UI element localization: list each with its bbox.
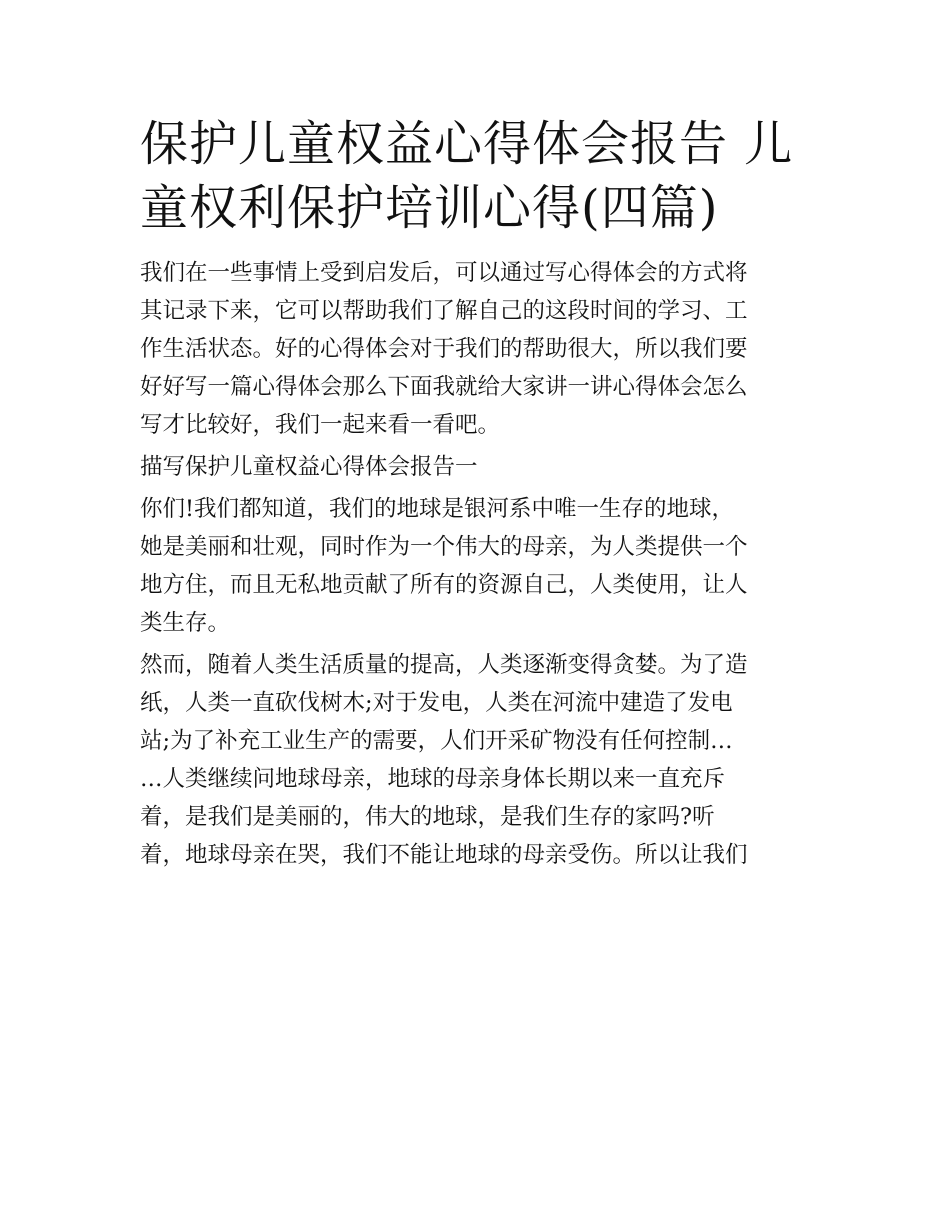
section-heading-text: 描写保护儿童权益心得体会报告一 [140, 454, 478, 480]
document-title [140, 112, 812, 240]
intro-line-4: 好好写一篇心得体会那么下面我就给大家讲一讲心得体会怎么 [140, 374, 748, 400]
paragraph-2-line-4: …人类继续问地球母亲，地球的母亲身体长期以来一直充斥 [140, 766, 726, 792]
paragraph-2-line-6: 着，地球母亲在哭，我们不能让地球的母亲受伤。所以让我们 [140, 842, 748, 868]
paragraph-2-line-1: 然而，随着人类生活质量的提高，人类逐渐变得贪婪。为了造 [140, 652, 748, 678]
intro-paragraph [140, 254, 812, 444]
intro-line-2: 其记录下来，它可以帮助我们了解自己的这段时间的学习、工 [140, 298, 748, 324]
intro-line-3: 作生活状态。好的心得体会对于我们的帮助很大，所以我们要 [140, 336, 748, 362]
paragraph-2 [140, 646, 812, 874]
document-body [140, 254, 812, 874]
title-line-1: 保护儿童权益心得体会报告 儿 [140, 116, 794, 172]
intro-line-5: 写才比较好，我们一起来看一看吧。 [140, 412, 501, 438]
section-heading [140, 448, 812, 486]
paragraph-2-line-5: 着，是我们是美丽的，伟大的地球，是我们生存的家吗?听 [140, 804, 715, 830]
paragraph-2-line-2: 纸，人类一直砍伐树木;对于发电，人类在河流中建造了发电 [140, 690, 733, 716]
paragraph-1-line-3: 地方住，而且无私地贡献了所有的资源自己，人类使用，让人 [140, 572, 748, 598]
paragraph-2-line-3: 站;为了补充工业生产的需要，人们开采矿物没有任何控制… [140, 728, 733, 754]
title-line-2: 童权利保护培训心得(四篇) [140, 180, 719, 236]
document-content [140, 112, 812, 874]
paragraph-1-line-2: 她是美丽和壮观，同时作为一个伟大的母亲，为人类提供一个 [140, 534, 748, 560]
paragraph-1-line-4: 类生存。 [140, 610, 231, 636]
paragraph-1-line-1: 你们!我们都知道，我们的地球是银河系中唯一生存的地球， [140, 496, 735, 522]
paragraph-1 [140, 490, 812, 642]
intro-line-1: 我们在一些事情上受到启发后，可以通过写心得体会的方式将 [140, 260, 748, 286]
